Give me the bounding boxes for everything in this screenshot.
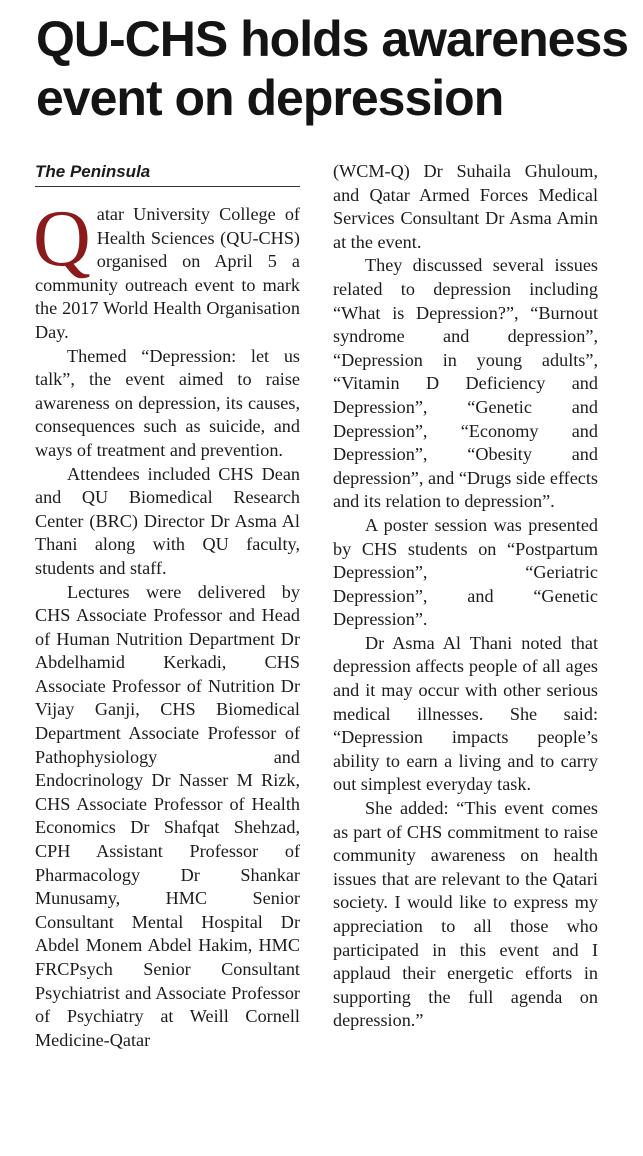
paragraph-intro [33,195,300,345]
column-left [35,160,300,1052]
paragraph-poster: A poster session was presented by CHS students on “Postpartum Depression”, “Geriatric Depression”, and “Genetic Depression”. [333,514,598,630]
source-byline: The Peninsula [35,160,300,187]
paragraph-quote-2: She added: “This event comes as part of CHS commitment to raise community awareness on health issues that are relevant to the Qatari society. I would like to express my appreciation to all those who participated in this event and I applaud their energetic efforts in supporting the full agenda on depression.” [333,798,598,1031]
paragraph-attendees: Attendees included CHS Dean and QU Biomedical Research Center (BRC) Director Dr Asma Al Thani along with QU faculty, students and staff. [35,463,300,578]
dropcap-letter: Q [33,195,91,283]
paragraph-topics: They discussed several issues related to depression including “What is Depression?”, “Burnout syndrome and depression”, “Depression in young adults”, “Vitamin D Deficiency and Depression”, “Genetic and Depression”, “Economy and Depression”, “Obesity and depression”, and “Drugs side effects and its relation to depression”. [333,255,598,512]
paragraph-lectures-cont: (WCM-Q) Dr Suhaila Ghuloum, and Qatar Armed Forces Medical Services Consultant Dr Asma Amin at the event. [333,161,598,252]
headline: QU-CHS holds awareness event on depression [36,11,629,126]
paragraph-quote-1: Dr Asma Al Thani noted that depression affects people of all ages and it may occur with other serious medical illnesses. She said: “Depression impacts people’s ability to earn a living and to carry out simplest everyday task. [333,632,598,795]
paragraph-lectures: Lectures were delivered by CHS Associate Professor and Head of Human Nutrition Department Dr Abdelhamid Kerkadi, CHS Associate Professor of Nutrition Dr Vijay Ganji, CHS Biomedical Department Associate Professor of Pathophysiology and Endocrinology Dr Nasser M Rizk, CHS Associate Professor of Health Economics Dr Shafqat Shehzad, CPH Assistant Professor of Pharmacology Dr Shankar Munusamy, HMC Senior Consultant Mental Hospital Dr Abdel Monem Abdel Hakim, HMC FRCPsych Senior Consultant Psychiatrist and Associate Professor of Psychiatry at Weill Cornell Medicine-Qatar [35,581,300,1050]
column-right [333,160,598,1033]
paragraph-theme: Themed “Depression: let us talk”, the event aimed to raise awareness on depression, its causes, consequences such as suicide, and ways of treatment and prevention. [35,345,300,460]
paragraph-intro-text: atar University College of Health Sciences (QU-CHS) organised on April 5 a community outreach event to mark the 2017 World Health Organisation Day. [35,204,300,342]
